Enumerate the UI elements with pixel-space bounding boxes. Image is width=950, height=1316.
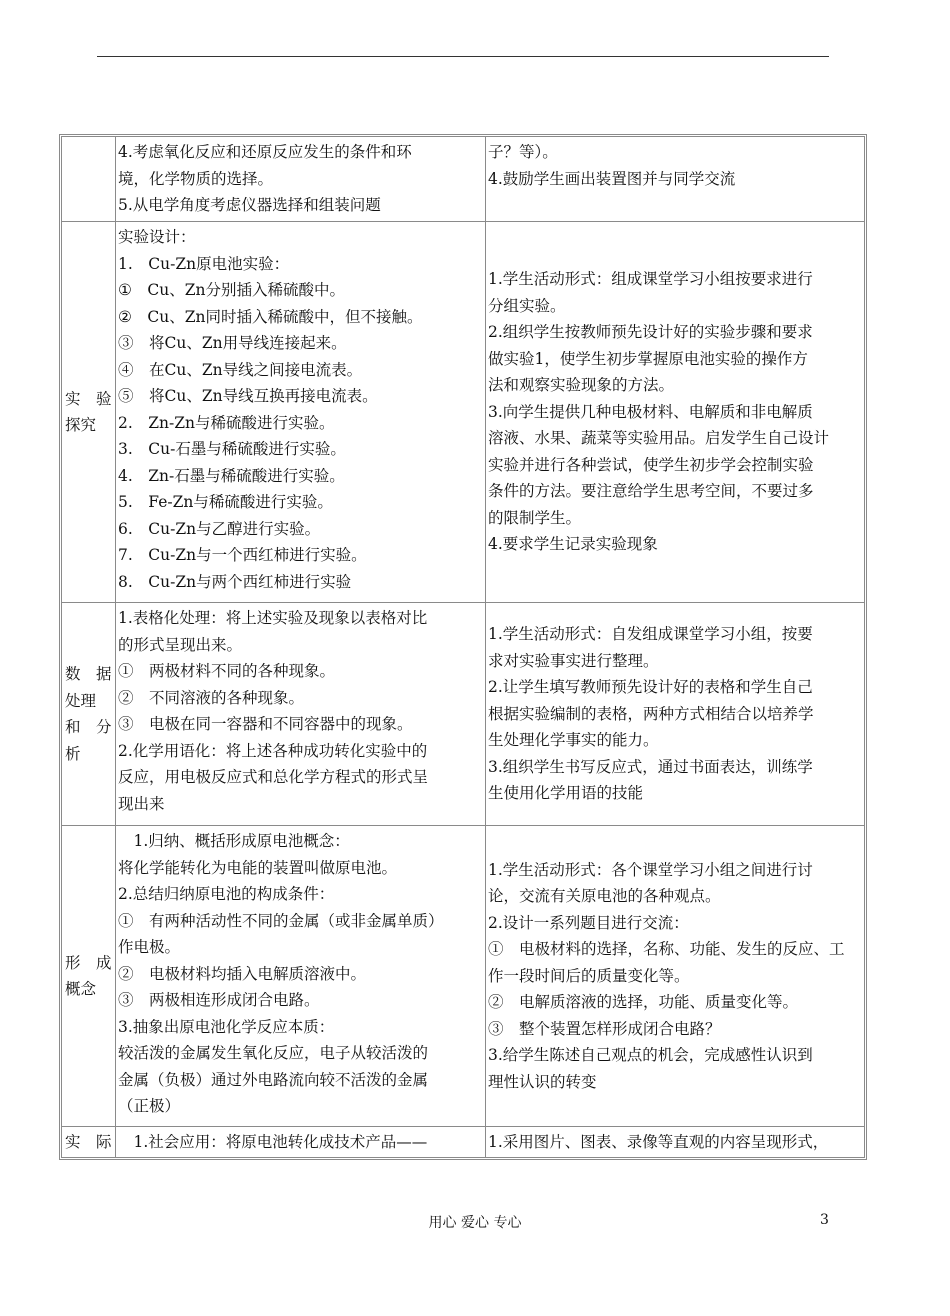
text-line: ③ 整个装置怎样形成闭合电路？ bbox=[488, 1019, 721, 1038]
text-line: 溶液、水果、蔬菜等实验用品。启发学生自己设计 bbox=[488, 429, 830, 448]
text-line: 法和观察实验现象的方法。 bbox=[488, 376, 675, 395]
text-line: ② Cu、Zn同时插入稀硫酸中，但不接触。 bbox=[118, 307, 423, 326]
footer-motto: 用心 爱心 专心 bbox=[428, 1215, 522, 1231]
text-line: 较活泼的金属发生氧化反应，电子从较活泼的 bbox=[118, 1044, 429, 1062]
text-line: 3. Cu-石墨与稀硫酸进行实验。 bbox=[118, 440, 346, 458]
lesson-plan-table bbox=[59, 134, 867, 1160]
row-header-text: 探究 bbox=[65, 416, 97, 434]
text-line: 4.考虑氧化反应和还原反应发生的条件和环 bbox=[118, 143, 412, 161]
text-line: 3.组织学生书写反应式，通过书面表达，训练学 bbox=[488, 757, 813, 776]
text-line: 4.鼓励学生画出装置图并与同学交流 bbox=[488, 169, 736, 188]
row-header-text: 实 际 bbox=[65, 1132, 112, 1151]
teaching-content-cell bbox=[116, 222, 486, 602]
text-line: 生处理化学事实的能力。 bbox=[488, 731, 659, 750]
row-header-text: 数 据 bbox=[65, 665, 112, 683]
teaching-content-cell bbox=[116, 137, 486, 221]
text-line: 1.学生活动形式：自发组成课堂学习小组，按要 bbox=[488, 625, 813, 644]
text-line: 作一段时间后的质量变化等。 bbox=[488, 966, 690, 985]
text-line: 1.表格化处理：将上述实验及现象以表格对比 bbox=[118, 609, 428, 627]
text-line: 2. Zn-Zn与稀硫酸进行实验。 bbox=[118, 413, 335, 432]
text-line: 论，交流有关原电池的各种观点。 bbox=[488, 887, 721, 906]
text-line: 根据实验编制的表格，两种方式相结合以培养学 bbox=[488, 704, 814, 723]
text-line: ① 两极材料不同的各种现象。 bbox=[118, 662, 336, 680]
text-line: 1.学生活动形式：各个课堂学习小组之间进行讨 bbox=[488, 860, 813, 879]
page-number: 3 bbox=[820, 1212, 829, 1228]
text-line: 实验并进行各种尝试，使学生初步学会控制实验 bbox=[488, 455, 814, 474]
text-line: 2.组织学生按教师预先设计好的实验步骤和要求 bbox=[488, 323, 813, 342]
text-line: 理性认识的转变 bbox=[488, 1072, 597, 1091]
text-line: ③ 将Cu、Zn用导线连接起来。 bbox=[118, 334, 347, 352]
text-line: 3.向学生提供几种电极材料、电解质和非电解质 bbox=[488, 402, 813, 421]
text-line: 3.给学生陈述自己观点的机会，完成感性认识到 bbox=[488, 1046, 813, 1065]
text-line: 5.从电学角度考虑仪器选择和组装问题 bbox=[118, 196, 381, 214]
text-line: 反应，用电极反应式和总化学方程式的形式呈 bbox=[118, 768, 429, 786]
text-line: 1.学生活动形式：组成课堂学习小组按要求进行 bbox=[488, 270, 813, 289]
row-header-text: 形 成 bbox=[65, 953, 112, 972]
teaching-method-cell bbox=[486, 826, 864, 1126]
teaching-method-cell bbox=[486, 137, 864, 221]
text-line: 4.要求学生记录实验现象 bbox=[488, 535, 658, 554]
text-line: 2.让学生填写教师预先设计好的表格和学生自己 bbox=[488, 678, 813, 697]
row-header bbox=[62, 222, 116, 602]
text-line: 1.采用图片、图表、录像等直观的内容呈现形式， bbox=[488, 1133, 829, 1151]
teaching-method-cell bbox=[486, 1127, 864, 1157]
text-line: 1.归纳、概括形成原电池概念： bbox=[118, 832, 350, 850]
table-row bbox=[62, 137, 864, 222]
row-header-text: 析 bbox=[65, 744, 81, 763]
text-line: 求对实验事实进行整理。 bbox=[488, 651, 659, 670]
text-line: 作电极。 bbox=[118, 938, 181, 956]
text-line: 子？等）。 bbox=[488, 143, 558, 161]
text-line: ② 电极材料均插入电解质溶液中。 bbox=[118, 964, 367, 983]
row-header bbox=[62, 1127, 116, 1157]
text-line: 3.抽象出原电池化学反应本质： bbox=[118, 1017, 335, 1036]
text-line: （正极） bbox=[118, 1097, 181, 1115]
text-line: 6. Cu-Zn与乙醇进行实验。 bbox=[118, 519, 321, 538]
text-line: 生使用化学用语的技能 bbox=[488, 784, 644, 803]
text-line: 境，化学物质的选择。 bbox=[118, 169, 274, 188]
text-line: 条件的方法。要注意给学生思考空间，不要过多 bbox=[488, 482, 814, 501]
row-header bbox=[62, 603, 116, 825]
teaching-method-cell bbox=[486, 603, 864, 825]
header-rule bbox=[97, 56, 829, 57]
teaching-content-cell bbox=[116, 826, 486, 1126]
text-line: ① Cu、Zn分别插入稀硫酸中。 bbox=[118, 281, 345, 299]
text-line: 8. Cu-Zn与两个西红柿进行实验 bbox=[118, 572, 352, 591]
row-header-text: 处理 bbox=[65, 691, 97, 710]
row-header bbox=[62, 137, 116, 221]
text-line: 7. Cu-Zn与一个西红柿进行实验。 bbox=[118, 546, 367, 564]
row-header bbox=[62, 826, 116, 1126]
text-line: 金属（负极）通过外电路流向较不活泼的金属 bbox=[118, 1070, 429, 1089]
text-line: 2.总结归纳原电池的构成条件： bbox=[118, 885, 335, 903]
teaching-content-cell bbox=[116, 1127, 486, 1157]
text-line: ⑤ 将Cu、Zn导线互换再接电流表。 bbox=[118, 387, 378, 405]
teaching-method-cell bbox=[486, 222, 864, 602]
table-row bbox=[62, 826, 864, 1127]
table-row bbox=[62, 222, 864, 603]
text-line: ④ 在Cu、Zn导线之间接电流表。 bbox=[118, 360, 363, 379]
text-line: ② 不同溶液的各种现象。 bbox=[118, 688, 305, 707]
text-line: ① 有两种活动性不同的金属（或非金属单质） bbox=[118, 911, 444, 930]
table-row bbox=[62, 1127, 864, 1157]
row-header-text: 概念 bbox=[65, 980, 97, 998]
table-row bbox=[62, 603, 864, 826]
text-line: ③ 两极相连形成闭合电路。 bbox=[118, 991, 320, 1009]
text-line: 1.社会应用：将原电池转化成技术产品—— bbox=[118, 1133, 428, 1151]
text-line: ③ 电极在同一容器和不同容器中的现象。 bbox=[118, 715, 413, 733]
text-line: 2.化学用语化：将上述各种成功转化实验中的 bbox=[118, 741, 428, 760]
text-line: 4. Zn-石墨与稀硫酸进行实验。 bbox=[118, 466, 345, 485]
text-line: 1. Cu-Zn原电池实验： bbox=[118, 254, 290, 273]
text-line: 分组实验。 bbox=[488, 296, 566, 315]
row-header-text: 实 验 bbox=[65, 389, 112, 408]
teaching-content-cell bbox=[116, 603, 486, 825]
text-line: 做实验1，使学生初步掌握原电池实验的操作方 bbox=[488, 349, 808, 368]
text-line: ① 电极材料的选择，名称、功能、发生的反应、工 bbox=[488, 940, 845, 959]
text-line: ② 电解质溶液的选择，功能、质量变化等。 bbox=[488, 993, 799, 1012]
text-line: 2.设计一系列题目进行交流： bbox=[488, 913, 689, 932]
row-header-text: 和 分 bbox=[65, 718, 112, 736]
text-line: 的形式呈现出来。 bbox=[118, 635, 243, 654]
text-line: 实验设计： bbox=[118, 228, 196, 246]
text-line: 将化学能转化为电能的装置叫做原电池。 bbox=[118, 858, 398, 877]
text-line: 5. Fe-Zn与稀硫酸进行实验。 bbox=[118, 493, 333, 511]
text-line: 现出来 bbox=[118, 794, 165, 813]
text-line: 的限制学生。 bbox=[488, 508, 582, 527]
